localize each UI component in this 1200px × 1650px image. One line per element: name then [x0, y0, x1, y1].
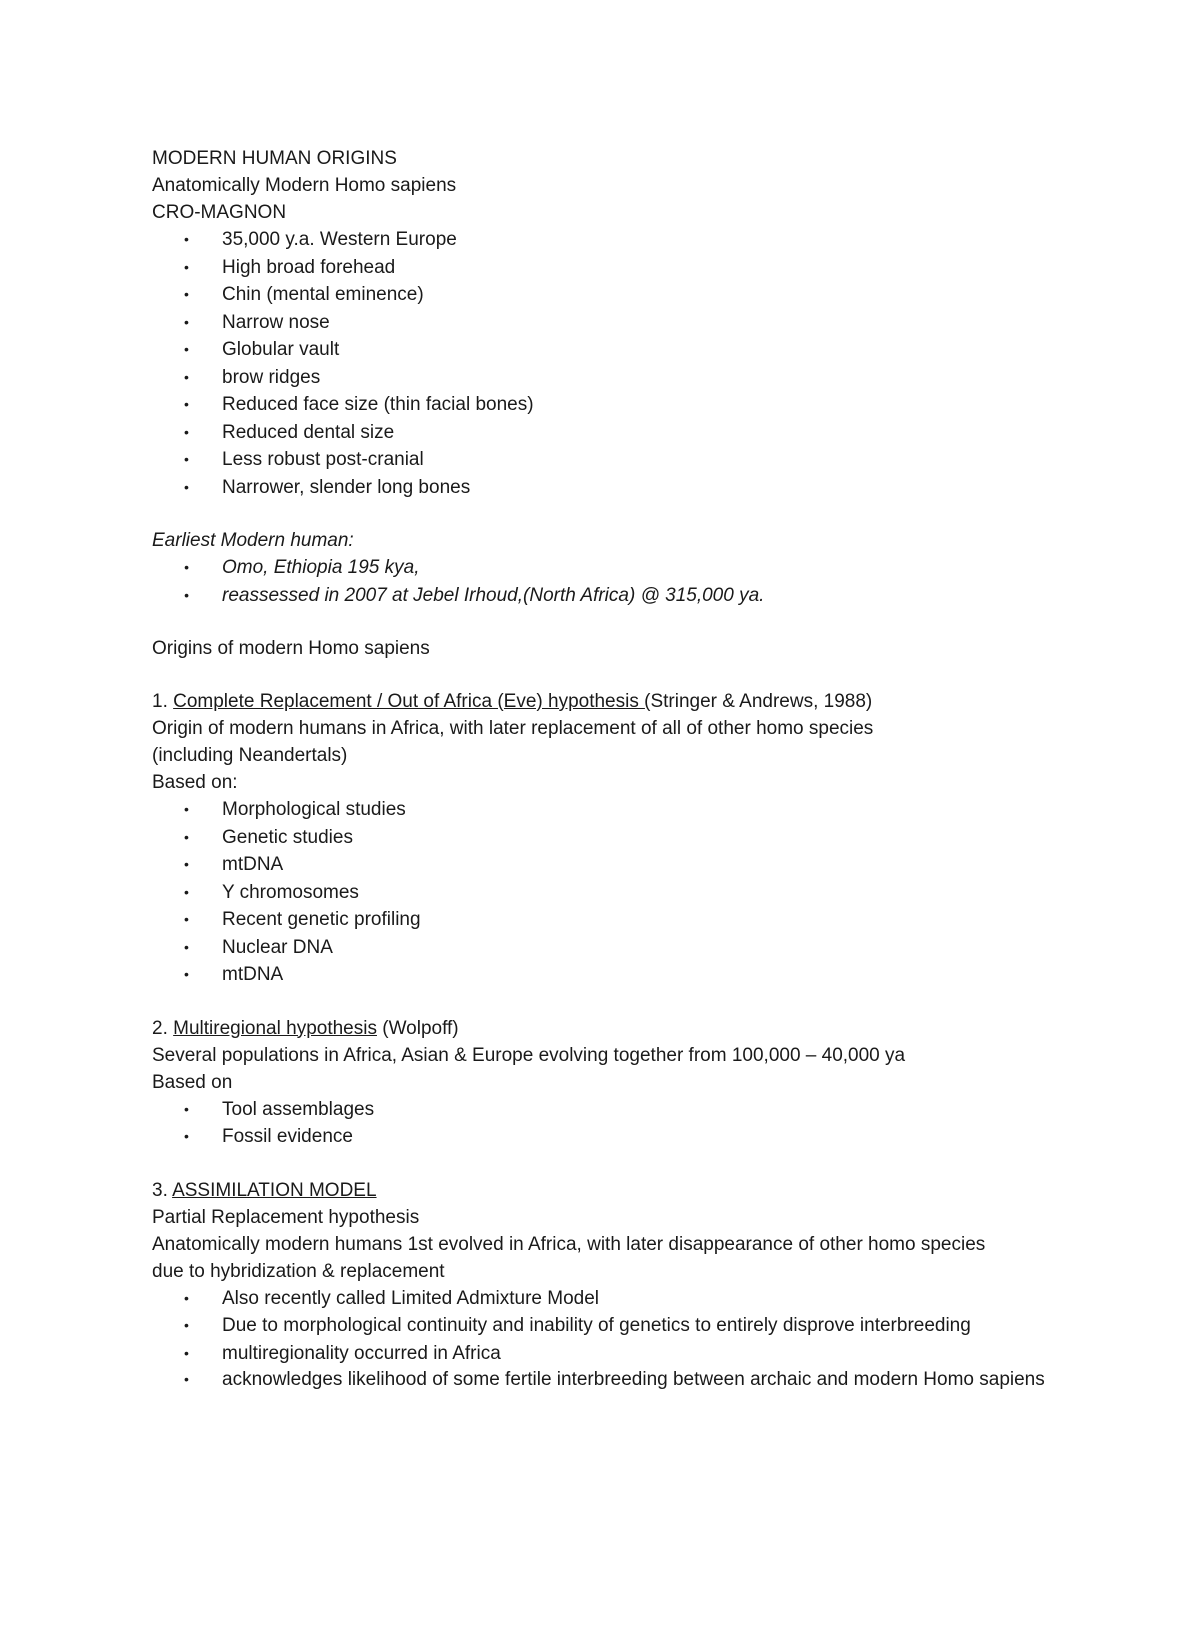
bullet-icon: •	[184, 341, 189, 357]
spacer	[152, 609, 1052, 635]
bullet-icon: •	[184, 828, 189, 845]
hypothesis-3-heading: 3. ASSIMILATION MODEL	[152, 1179, 377, 1201]
bullet-icon: •	[184, 1100, 189, 1117]
list-item: • High broad forehead	[222, 254, 1052, 282]
list-item: • Also recently called Limited Admixture Model	[222, 1285, 1052, 1313]
bullet-icon: •	[184, 451, 189, 467]
bullet-icon: •	[184, 559, 189, 575]
bullet-icon: •	[184, 883, 189, 900]
hypothesis-1-description: Origin of modern humans in Africa, with later replacement of all of other homo species	[152, 718, 874, 739]
bullet-icon: •	[184, 1371, 189, 1387]
bullet-icon: •	[184, 911, 189, 927]
list-item: • multiregionality occurred in Africa	[222, 1340, 1052, 1368]
hypothesis-1-evidence-list	[152, 796, 1052, 989]
hypothesis-3-name: ASSIMILATION MODEL	[172, 1179, 377, 1201]
list-item: • reassessed in 2007 at Jebel Irhoud,(North Africa) @ 315,000 ya.	[222, 582, 1052, 610]
bullet-icon: •	[184, 396, 189, 412]
spacer	[152, 989, 1052, 1015]
list-item: • acknowledges likelihood of some fertile interbreeding between archaic and modern Homo sapiens	[184, 1369, 1045, 1390]
bullet-icon: •	[184, 368, 189, 385]
bullet-icon: •	[184, 801, 189, 817]
document-title: MODERN HUMAN ORIGINS	[152, 148, 397, 169]
earliest-heading: Earliest Modern human:	[152, 530, 354, 551]
cro-magnon-heading: CRO-MAGNON	[152, 202, 287, 223]
bullet-icon: •	[184, 478, 189, 495]
list-item: • Reduced face size (thin facial bones)	[222, 391, 1052, 419]
list-item: • Narrower, slender long bones	[222, 474, 1052, 502]
hypothesis-2-citation: (Wolpoff)	[376, 1017, 459, 1039]
bullet-icon: •	[184, 258, 189, 275]
hypothesis-3-description: Anatomically modern humans 1st evolved in Africa, with later disappearance of other homo species	[152, 1233, 986, 1255]
hypothesis-3-notes-list	[152, 1285, 1052, 1393]
hypothesis-2-description: Several populations in Africa, Asian & Europe evolving together from 100,000 – 40,000 ya	[152, 1044, 906, 1066]
list-item: • mtDNA	[222, 961, 1052, 989]
list-item: • Reduced dental size	[222, 419, 1052, 447]
origins-heading: Origins of modern Homo sapiens	[152, 638, 430, 659]
hypothesis-3-description-cont: due to hybridization & replacement	[152, 1260, 445, 1282]
bullet-icon: •	[184, 1289, 189, 1306]
document-content	[152, 145, 1052, 1392]
bullet-icon: •	[184, 1128, 189, 1144]
list-item: • Nuclear DNA	[222, 934, 1052, 962]
list-item: • Fossil evidence	[222, 1123, 1052, 1151]
list-item: • Tool assemblages	[222, 1096, 1052, 1124]
list-item: • Omo, Ethiopia 195 kya,	[222, 554, 1052, 582]
spacer	[152, 501, 1052, 527]
cro-magnon-list	[152, 226, 1052, 501]
list-item: • Due to morphological continuity and inability of genetics to entirely disprove interbreeding	[222, 1312, 1052, 1340]
document-subtitle: Anatomically Modern Homo sapiens	[152, 175, 457, 196]
bullet-icon: •	[184, 231, 189, 247]
bullet-icon: •	[184, 1317, 189, 1333]
hypothesis-2-heading: 2. Multiregional hypothesis (Wolpoff)	[152, 1017, 459, 1039]
spacer	[152, 662, 1052, 688]
spacer	[152, 1151, 1052, 1177]
hypothesis-1-citation: Stringer & Andrews, 1988)	[650, 691, 873, 712]
bullet-icon: •	[184, 938, 189, 955]
list-item: • Chin (mental eminence)	[222, 281, 1052, 309]
bullet-icon: •	[184, 313, 189, 330]
hypothesis-1-name: Complete Replacement / Out of Africa (Eve) hypothesis	[173, 691, 645, 712]
hypothesis-2-based-on: Based on	[152, 1071, 233, 1093]
bullet-icon: •	[184, 1344, 189, 1361]
list-item: • brow ridges	[222, 364, 1052, 392]
list-item: • Morphological studies	[222, 796, 1052, 824]
list-item: • Recent genetic profiling	[222, 906, 1052, 934]
earliest-list	[152, 554, 1052, 609]
bullet-icon: •	[184, 286, 189, 302]
list-item: • Less robust post-cranial	[222, 446, 1052, 474]
bullet-icon: •	[184, 856, 189, 872]
list-item: • Genetic studies	[222, 824, 1052, 852]
bullet-icon: •	[184, 586, 189, 603]
hypothesis-2-name: Multiregional hypothesis	[173, 1017, 377, 1039]
hypothesis-3-subtitle: Partial Replacement hypothesis	[152, 1206, 420, 1228]
list-item: • 35,000 y.a. Western Europe	[222, 226, 1052, 254]
bullet-icon: •	[184, 423, 189, 440]
list-item: • mtDNA	[222, 851, 1052, 879]
list-item: • Narrow nose	[222, 309, 1052, 337]
hypothesis-1-heading: 1. Complete Replacement / Out of Africa (Eve) hypothesis (Stringer & Andrews, 1988)	[152, 691, 873, 712]
hypothesis-2-evidence-list	[152, 1096, 1052, 1151]
hypothesis-1-based-on: Based on:	[152, 772, 238, 793]
bullet-icon: •	[184, 966, 189, 982]
hypothesis-1-description-cont: (including Neandertals)	[152, 745, 348, 766]
list-item: • Globular vault	[222, 336, 1052, 364]
list-item: • Y chromosomes	[222, 879, 1052, 907]
